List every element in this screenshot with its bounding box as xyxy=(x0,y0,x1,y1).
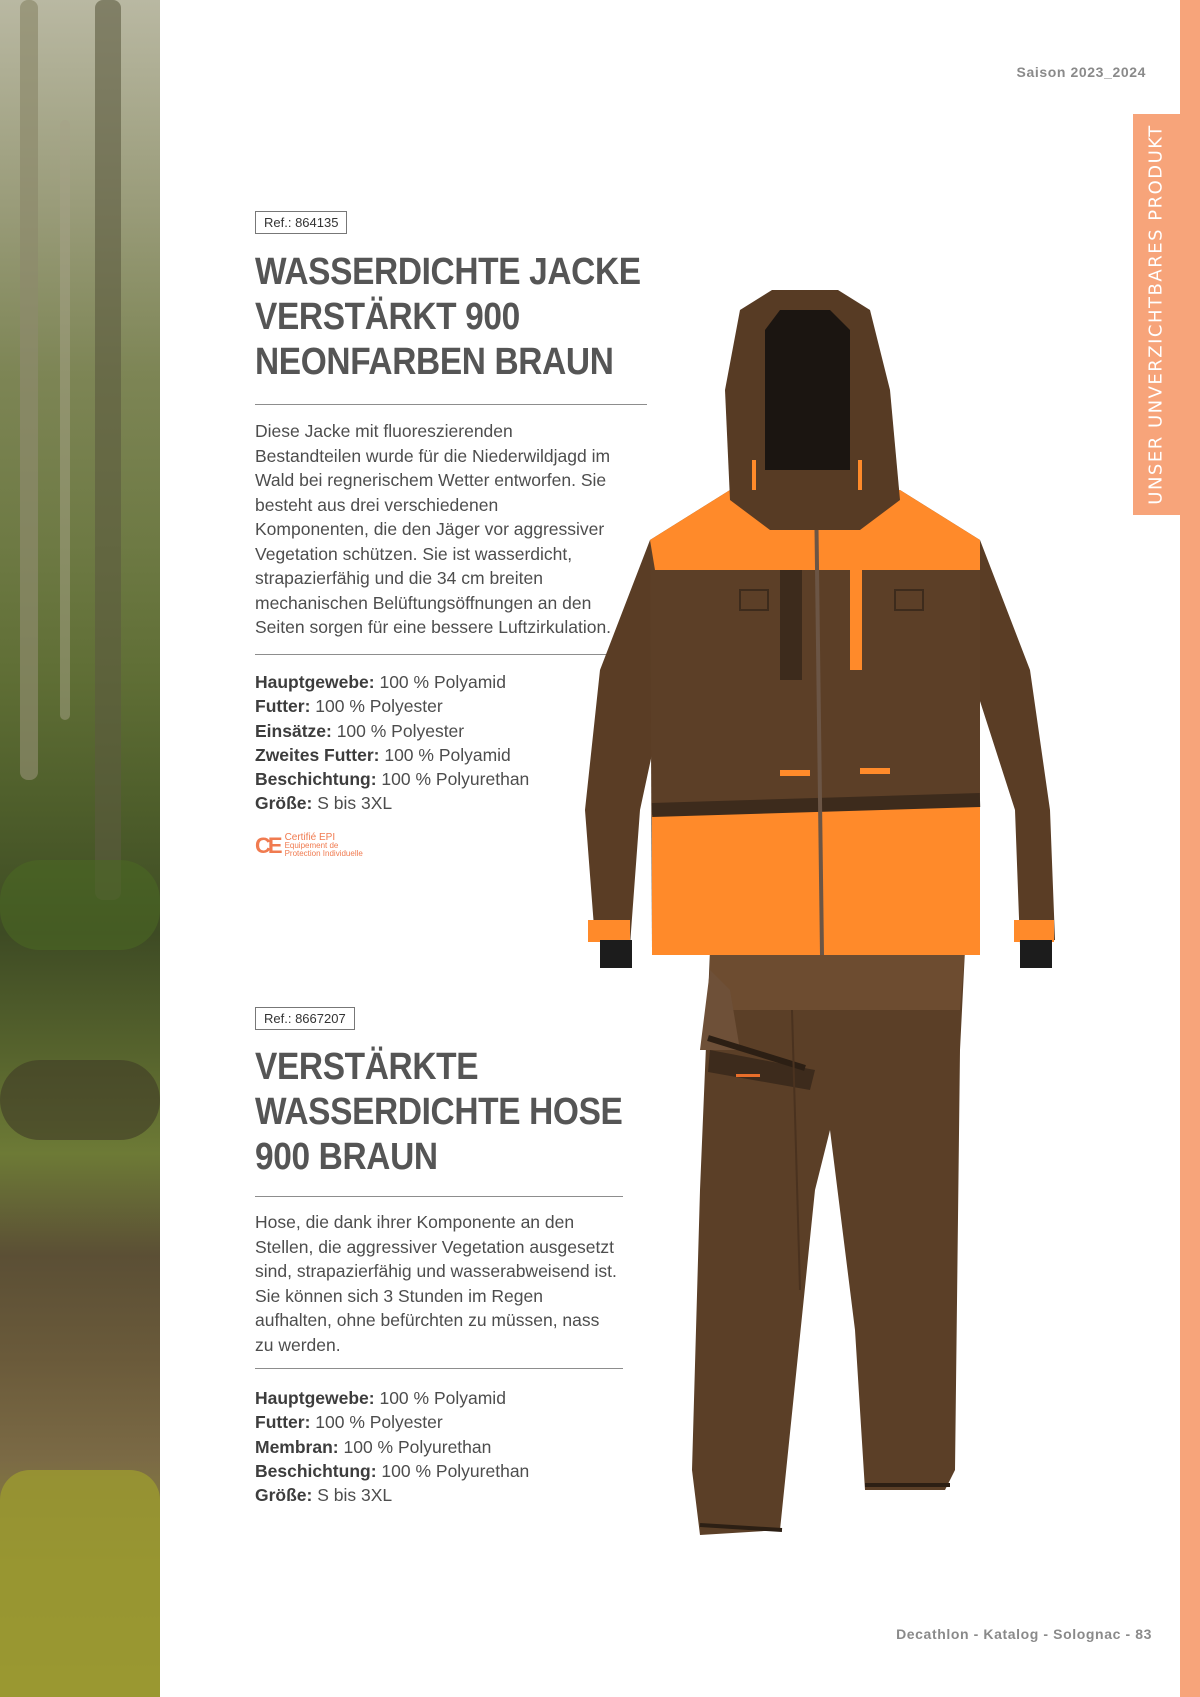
spec-label: Hauptgewebe: xyxy=(255,672,375,692)
spec-label: Hauptgewebe: xyxy=(255,1388,375,1408)
jacket-title-line: WASSERDICHTE JACKE xyxy=(255,251,641,293)
spec-value: 100 % Polyester xyxy=(331,720,465,741)
product-image xyxy=(560,290,1080,1550)
trousers-title-line: VERSTÄRKTE xyxy=(255,1046,479,1088)
spec-value: 100 % Polyester xyxy=(310,1412,443,1433)
desc-line: Wald bei regnerischem Wetter entworfen. Sie xyxy=(255,470,607,490)
spec-value: 100 % Polyamid xyxy=(379,744,511,765)
trousers-title-line: WASSERDICHTE HOSE xyxy=(255,1091,623,1133)
desc-line: aufhalten, ohne befürchten zu müssen, nass xyxy=(255,1310,600,1330)
ce-line: Equipement de xyxy=(284,841,339,850)
spec-label: Beschichtung: xyxy=(255,1460,377,1481)
ce-line: Certifié EPI xyxy=(284,832,336,843)
desc-line: Stellen, die aggressiver Vegetation ausgesetzt xyxy=(255,1236,614,1257)
season-label: Saison 2023_2024 xyxy=(1016,64,1146,80)
desc-line: mechanischen Belüftungsöffnungen an den xyxy=(255,592,592,613)
jacket-title-line: NEONFARBEN BRAUN xyxy=(255,341,614,383)
spec-value: 100 % Polyurethan xyxy=(376,1460,530,1481)
page-edge-accent xyxy=(1180,0,1200,1697)
spec-value: 100 % Polyester xyxy=(310,696,443,717)
desc-line: Bestandteilen wurde für die Niederwildjagd im xyxy=(255,445,611,466)
jacket-title-line: VERSTÄRKT 900 xyxy=(255,296,520,338)
ce-line: Protection Individuelle xyxy=(284,849,363,858)
spec-value: 100 % Polyamid xyxy=(374,1388,506,1408)
ce-certification xyxy=(255,834,363,858)
jacket-illustration xyxy=(585,290,1055,968)
desc-line: sind, strapazierfähig und wasserabweisend ist. xyxy=(255,1261,617,1281)
desc-line: Seiten sorgen für eine bessere Luftzirkulation. xyxy=(255,617,612,637)
trousers-ref-badge: Ref.: 8667207 xyxy=(255,1007,355,1030)
spec-label: Größe: xyxy=(255,1485,313,1506)
desc-line: Hose, die dank ihrer Komponente an den xyxy=(255,1212,575,1232)
spec-value: 100 % Polyurethan xyxy=(338,1436,492,1457)
side-tab xyxy=(1133,114,1180,515)
desc-line: Komponenten, die den Jäger vor aggressiver xyxy=(255,519,605,539)
spec-label: Membran: xyxy=(255,1436,339,1457)
spec-value: 100 % Polyurethan xyxy=(376,769,530,790)
spec-label: Futter: xyxy=(255,696,311,717)
desc-line: Vegetation schützen. Sie ist wasserdicht, xyxy=(255,543,573,564)
page-footer: Decathlon - Katalog - Solognac - 83 xyxy=(896,1626,1152,1642)
desc-line: Sie können sich 3 Stunden im Regen xyxy=(255,1285,543,1306)
ce-mark-icon: CE xyxy=(255,833,280,858)
spec-value: S bis 3XL xyxy=(312,1485,393,1506)
spec-label: Beschichtung: xyxy=(255,769,377,790)
spec-label: Einsätze: xyxy=(255,720,332,741)
spec-value: 100 % Polyamid xyxy=(374,672,506,692)
spec-value: S bis 3XL xyxy=(312,793,393,814)
side-tab-label: UNSER UNVERZICHTBARES PRODUKT xyxy=(1146,124,1167,505)
spec-label: Zweites Futter: xyxy=(255,744,380,765)
spec-label: Futter: xyxy=(255,1412,311,1433)
desc-line: Diese Jacke mit fluoreszierenden xyxy=(255,421,513,441)
ce-certification-text xyxy=(285,834,363,858)
trousers-title-line: 900 BRAUN xyxy=(255,1136,438,1178)
desc-line: strapazierfähig und die 34 cm breiten xyxy=(255,568,543,588)
jacket-ref-badge: Ref.: 864135 xyxy=(255,211,347,234)
desc-line: zu werden. xyxy=(255,1334,341,1355)
trousers-illustration xyxy=(692,950,965,1535)
spec-label: Größe: xyxy=(255,793,313,814)
forest-photo xyxy=(0,0,160,1697)
desc-line: besteht aus drei verschiedenen xyxy=(255,494,499,515)
